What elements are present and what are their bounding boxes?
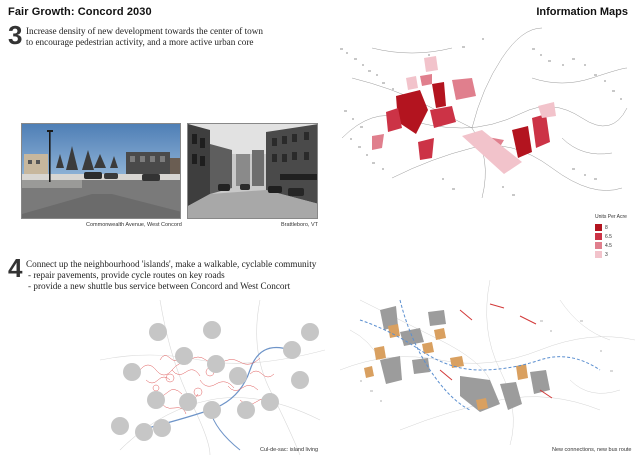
section-3-line-2: to encourage pedestrian activity, and a more active urban core (26, 37, 254, 47)
legend-label: 4.5 (605, 242, 612, 249)
density-legend (595, 214, 627, 259)
legend-item (595, 241, 627, 250)
legend-label: 6.5 (605, 233, 612, 240)
density-map (332, 18, 632, 210)
page-title: Fair Growth: Concord 2030 (8, 6, 152, 18)
legend-swatch (595, 233, 602, 240)
connections-caption: New connections, new bus route (552, 447, 632, 453)
legend-swatch (595, 224, 602, 231)
legend-item (595, 250, 627, 259)
legend-label: 8 (605, 224, 608, 231)
street-photo-west-concord (22, 124, 181, 219)
culdesac-caption: Cul-de-sac: island living (260, 447, 319, 453)
street-photo-brattleboro (188, 124, 318, 219)
section-number-4: 4 (8, 253, 23, 283)
legend-swatch (595, 251, 602, 258)
connections-map (340, 280, 635, 445)
legend-title: Units Per Acre (595, 214, 627, 220)
photo-1-caption: Commonwealth Avenue, West Concord (86, 222, 182, 228)
photo-brattleboro (187, 123, 318, 219)
section-4-line-2: - repair pavements, provide cycle routes on key roads (28, 270, 225, 280)
photo-2-caption: Brattleboro, VT (281, 222, 318, 228)
photo-commonwealth-avenue (21, 123, 181, 219)
legend-item (595, 232, 627, 241)
legend-label: 3 (605, 251, 608, 258)
culdesac-map (100, 300, 325, 455)
section-4-text (26, 259, 316, 292)
section-3-line-1: Increase density of new development towards the center of town (26, 26, 264, 36)
legend-item (595, 223, 627, 232)
section-number-3: 3 (8, 20, 23, 50)
section-title-information-maps: Information Maps (536, 6, 628, 18)
section-4-line-3: - provide a new shuttle bus service between Concord and West Concort (28, 281, 291, 291)
section-4-line-1: Connect up the neighbourhood 'islands', make a walkable, cyclable community (26, 259, 317, 269)
legend-swatch (595, 242, 602, 249)
section-3-text (26, 26, 263, 48)
